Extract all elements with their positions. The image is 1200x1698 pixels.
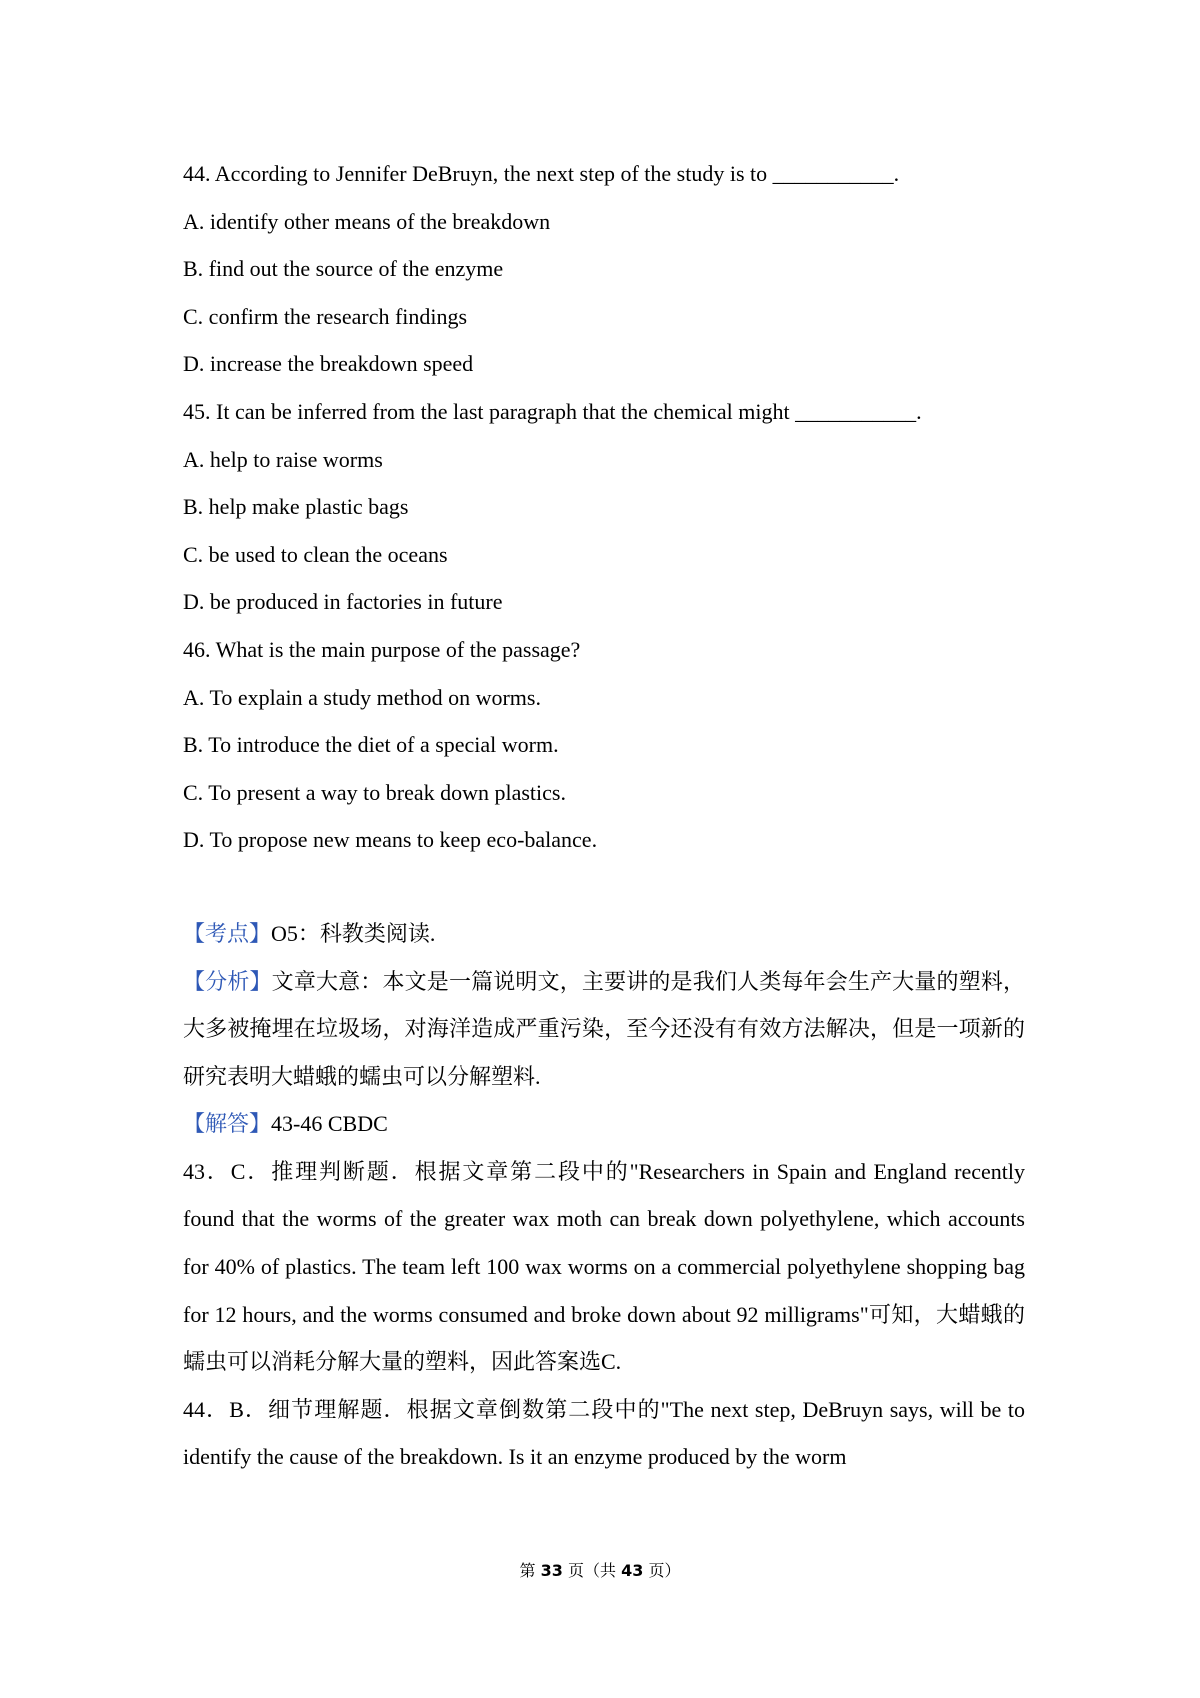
footer-prefix: 第 [519, 1561, 536, 1580]
footer-total-pages: 43 [621, 1561, 644, 1580]
answer-44-paragraph: 44．B．细节理解题．根据文章倒数第二段中的"The next step, DeBruyn says, will be to identify the cause of the breakdown. Is it an enzyme produced by the worm [183, 1396, 1025, 1470]
analysis-section [183, 910, 1025, 1481]
option-b: B. help make plastic bags [183, 494, 409, 520]
question-stem: 44. According to Jennifer DeBruyn, the next step of the study is to ___________. [183, 161, 900, 186]
question-44 [183, 150, 1025, 388]
jieda-line [183, 1100, 1025, 1148]
footer-suffix: 页） [648, 1561, 681, 1580]
fenxi-tag: 【分析】 [183, 968, 272, 994]
footer-page-number: 33 [540, 1561, 563, 1580]
option-c: C. confirm the research findings [183, 303, 468, 329]
option-a: A. identify other means of the breakdown [183, 208, 551, 234]
question-45 [183, 388, 1025, 626]
option-d: D. increase the breakdown speed [183, 351, 474, 377]
kaodian-tag: 【考点】 [183, 920, 272, 946]
option-c: C. To present a way to break down plastics. [183, 779, 566, 805]
footer-middle: 页（共 [567, 1561, 616, 1580]
fenxi-text: 文章大意：本文是一篇说明文，主要讲的是我们人类每年会生产大量的塑料，大多被掩埋在垃圾场，对海洋造成严重污染，至今还没有有效方法解决，但是一项新的研究表明大蜡蛾的蠕虫可以分解塑料. [183, 968, 1025, 1089]
option-c: C. be used to clean the oceans [183, 541, 448, 567]
jieda-text: 43-46 CBDC [271, 1111, 388, 1137]
kaodian-line [183, 910, 1025, 958]
kaodian-text: O5：科教类阅读. [271, 920, 436, 946]
page-content [183, 150, 1025, 1481]
section-spacer [183, 864, 1025, 910]
option-a: A. To explain a study method on worms. [183, 684, 541, 710]
option-d: D. To propose new means to keep eco-balance. [183, 827, 598, 853]
option-a: A. help to raise worms [183, 446, 383, 472]
question-stem: 46. What is the main purpose of the passage? [183, 636, 581, 662]
option-d: D. be produced in factories in future [183, 589, 503, 615]
jieda-tag: 【解答】 [183, 1111, 272, 1137]
answer-43-paragraph: 43．C．推理判断题．根据文章第二段中的"Researchers in Spain and England recently found that the worms of the greater wax moth can break down polyethylene, which accounts for 40% of plastics. The team left 100 wax worms on a commercial polyethylene shopping bag for 12 hours, and the worms consumed and broke down about 92 milligrams"可知，大蜡蛾的蠕虫可以消耗分解大量的塑料，因此答案选C. [183, 1158, 1025, 1375]
option-b: B. find out the source of the enzyme [183, 256, 504, 282]
page-footer [0, 1558, 1200, 1581]
option-b: B. To introduce the diet of a special worm. [183, 732, 559, 758]
question-46 [183, 626, 1025, 864]
fenxi-paragraph [183, 958, 1025, 1101]
question-stem: 45. It can be inferred from the last paragraph that the chemical might ___________. [183, 398, 922, 424]
